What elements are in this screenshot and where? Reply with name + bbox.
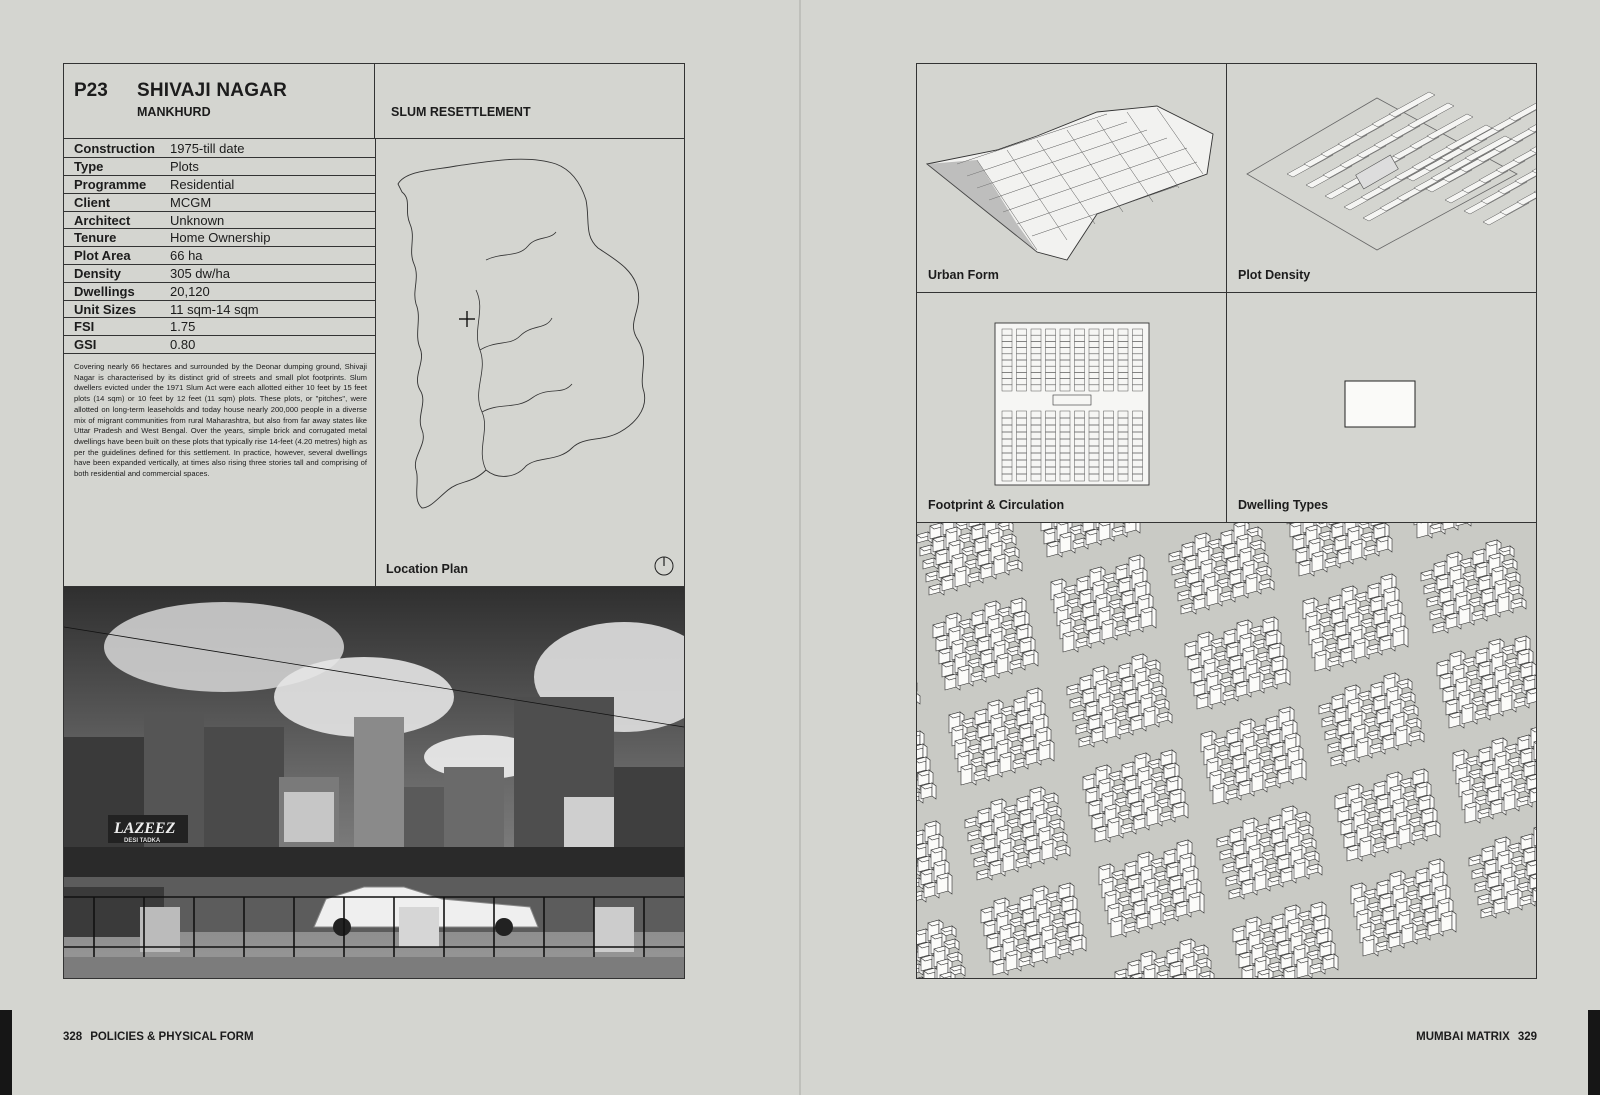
footer-left <box>63 1031 254 1043</box>
urban-form-drawing <box>917 64 1227 264</box>
dwelling-types-drawing <box>1227 293 1536 493</box>
dwelling-types-label: Dwelling Types <box>1238 498 1329 512</box>
fact-key: Type <box>64 158 170 176</box>
fact-key: Dwellings <box>64 282 170 300</box>
fact-value: 20,120 <box>170 282 375 300</box>
fact-value: 11 sqm-14 sqm <box>170 300 375 318</box>
fact-value: Plots <box>170 158 375 176</box>
fact-value: Unknown <box>170 211 375 229</box>
fact-key: Plot Area <box>64 247 170 265</box>
project-subtitle: MANKHURD <box>137 105 211 119</box>
description-text: Covering nearly 66 hectares and surrounded by the Deonar dumping ground, Shivaji Nagar is characterised by its distinct grid of streets and small plot footprints. Slum dwellers evicted under the 1971 Slum Act were each allotted either 10 feet by 15 feet plots (14 sqm) or 10 feet by 12 feet (11 sqm) plots. These plots, or "pitches", were allotted on long-term leaseholds and today house nearly 200,000 people in a diverse mix of migrant communities from rural Maharashtra, but also from far away states like Uttar Pradesh and West Bengal. Over the years, simple brick and corrugated metal dwellings have been built on these plots that typically rise 14-feet (4.20 metres) high as per the guidelines defined for this settlement. In practice, however, several dwellings have been expanded vertically, at times also rising three stories tall and comprising of both residential and commercial spaces. <box>74 362 367 479</box>
fact-row <box>64 193 375 211</box>
fact-value: Residential <box>170 176 375 194</box>
plot-density-label: Plot Density <box>1238 268 1311 282</box>
fact-row <box>64 140 375 158</box>
plot-density-panel <box>1227 64 1536 293</box>
shop-sign-sub: DESI TADKA <box>124 838 161 844</box>
fact-key: Programme <box>64 176 170 194</box>
project-sheet <box>63 63 685 979</box>
project-title: SHIVAJI NAGAR <box>137 80 288 101</box>
fact-key: GSI <box>64 336 170 354</box>
page-edge-right <box>1588 1010 1600 1095</box>
urban-form-label: Urban Form <box>928 268 999 282</box>
footprint-panel <box>917 293 1227 522</box>
footprint-label: Footprint & Circulation <box>928 498 1065 512</box>
north-arrow-icon <box>654 556 674 576</box>
axonometric-drawing <box>917 522 1536 978</box>
fact-row <box>64 318 375 336</box>
location-plan-label: Location Plan <box>386 562 468 576</box>
fact-value: 1975-till date <box>170 140 375 158</box>
fact-key: Architect <box>64 211 170 229</box>
urban-form-panel <box>917 64 1227 293</box>
fact-row <box>64 211 375 229</box>
fact-value: 0.80 <box>170 336 375 354</box>
fact-row <box>64 229 375 247</box>
fact-key: Construction <box>64 140 170 158</box>
fact-key: Density <box>64 265 170 283</box>
fact-row <box>64 336 375 354</box>
fact-row <box>64 158 375 176</box>
fact-key: Client <box>64 193 170 211</box>
fact-key: Unit Sizes <box>64 300 170 318</box>
fact-key: Tenure <box>64 229 170 247</box>
facts-table <box>64 140 375 354</box>
fact-value: Home Ownership <box>170 229 375 247</box>
fact-row <box>64 176 375 194</box>
book-spine <box>799 0 801 1095</box>
fact-row <box>64 300 375 318</box>
title-block <box>64 64 375 139</box>
section-title-right: MUMBAI MATRIX <box>1416 1031 1510 1043</box>
project-code: P23 <box>74 80 108 101</box>
section-title-left: POLICIES & PHYSICAL FORM <box>90 1031 254 1043</box>
fact-row <box>64 282 375 300</box>
fact-row <box>64 247 375 265</box>
project-category: SLUM RESETTLEMENT <box>391 105 531 119</box>
fact-value: 305 dw/ha <box>170 265 375 283</box>
page-edge-left <box>0 1010 12 1095</box>
dwelling-types-panel <box>1227 293 1536 522</box>
drawings-sheet <box>916 63 1537 979</box>
shop-sign: LAZEEZ <box>114 820 176 837</box>
street-photo <box>64 586 684 978</box>
footer-right <box>1416 1031 1537 1043</box>
fact-value: 66 ha <box>170 247 375 265</box>
location-plan <box>376 140 685 586</box>
footprint-circulation-drawing <box>917 293 1227 493</box>
mumbai-outline-map <box>376 140 685 560</box>
fact-value: MCGM <box>170 193 375 211</box>
fact-row <box>64 265 375 283</box>
plot-density-drawing <box>1227 64 1536 264</box>
fact-key: FSI <box>64 318 170 336</box>
category-block <box>375 64 685 139</box>
page-number-left: 328 <box>63 1031 83 1043</box>
fact-value: 1.75 <box>170 318 375 336</box>
page-number-right: 329 <box>1517 1031 1537 1043</box>
